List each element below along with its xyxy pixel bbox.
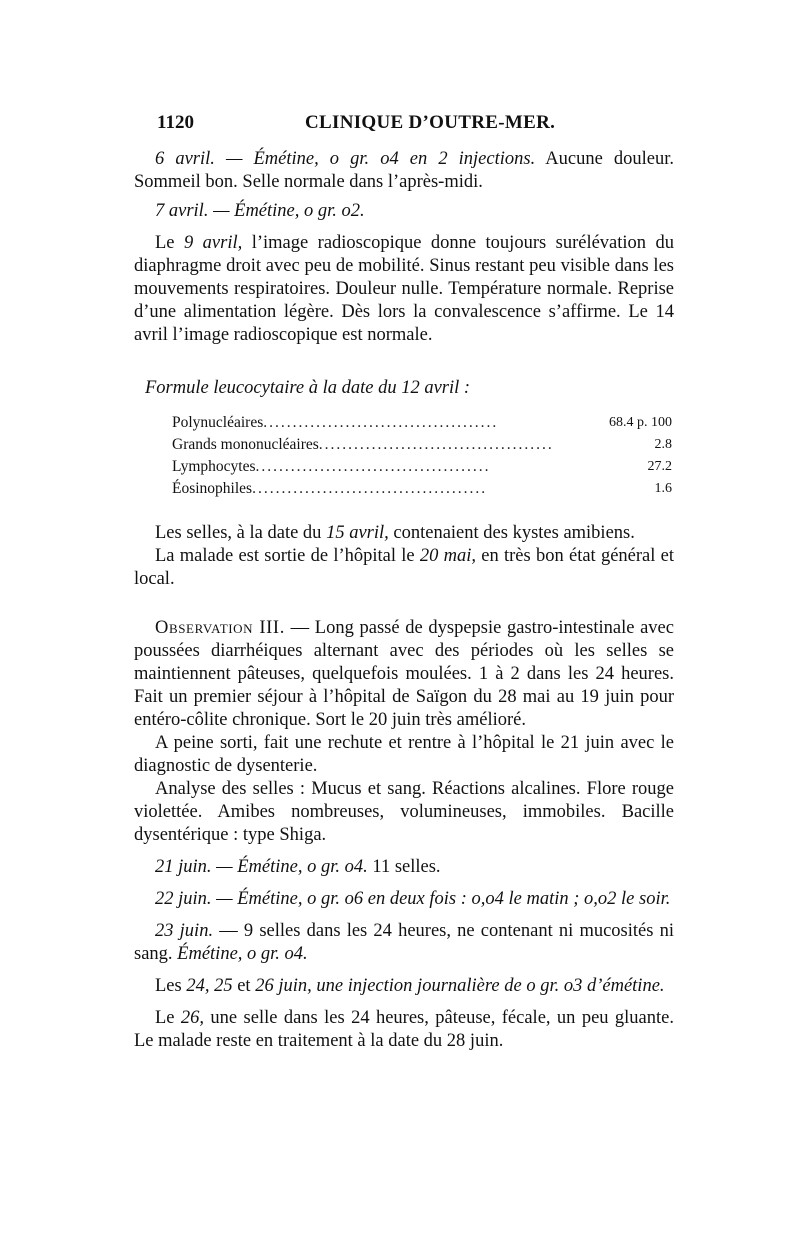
table-row: [172, 478, 672, 500]
observation-text: — Long passé de dyspepsie gastro-intestinale avec poussées diarrhéiques alternant avec des périodes où les selles se maintiennent pâteuses, quelquefois moulées. 1 à 2 dans les 24 heures. Fait un premier séjour à l’hôpital de Saïgon du 28 mai au 19 juin pour entéro-côlite chronique. Sort le 20 juin très amélioré.: [134, 618, 674, 730]
running-header: [157, 112, 669, 142]
text-run: contenaient des kystes amibiens.: [388, 523, 635, 543]
text-run: Émétine, o gr. o4.: [177, 944, 308, 964]
row-label: Éosinophiles: [172, 480, 253, 497]
page-body: [134, 148, 674, 1057]
text-run: et: [232, 976, 256, 996]
table-cell-name: [172, 434, 609, 456]
table-row: [172, 434, 672, 456]
text-run: La malade est sortie de l’hôpital le: [155, 546, 420, 566]
leucocyte-table: [172, 412, 672, 500]
observation-3: [134, 617, 674, 732]
text-run: Le: [155, 233, 184, 253]
text-run: 20 mai,: [419, 546, 477, 566]
text-run: l’image radioscopique donne toujours surélévation du diaphragme droit avec peu de mobilité. Sinus restant peu visible dans les mouvements respiratoires. Douleur nulle. Température normale. Reprise d’une alimentation légère. Dès lors la convalescence s’affirme. Le 14 avril l’image radioscopique est normale.: [134, 233, 674, 345]
table-cell-name: [172, 412, 609, 434]
entry-text: Aucune douleur. Sommeil bon. Selle normale dans l’après-midi.: [134, 149, 674, 192]
table-cell-value: 2.8: [654, 437, 672, 452]
paragraph-analyse: Analyse des selles : Mucus et sang. Réactions alcalines. Flore rouge violettée. Amibes nombreuses, volumineuses, immobiles. Bacille dysentérique : type Shiga.: [134, 779, 674, 845]
table-cell-value: 68.4 p. 100: [609, 415, 672, 430]
paragraph-26-juin: [134, 1007, 674, 1053]
running-title: CLINIQUE D’OUTRE-MER.: [305, 112, 556, 133]
paragraph-6-avril: [134, 148, 674, 194]
table-cell-name: [172, 456, 609, 478]
row-label: Polynucléaires: [172, 414, 264, 431]
text-run: en très bon état général et local.: [134, 546, 674, 589]
leader-dots: ........................................: [263, 414, 499, 431]
table-row: [172, 456, 672, 478]
text-run: Les: [155, 976, 187, 996]
paragraph-7-avril: [134, 200, 674, 223]
paragraph-sortie: [134, 545, 674, 591]
text-run: 26 juin, une injection journalière de o gr. o3 d’émétine.: [255, 976, 665, 996]
text-run: 26,: [180, 1008, 205, 1028]
text-run: 25: [209, 976, 233, 996]
text-run: une selle dans les 24 heures, pâteuse, fécale, un peu gluante. Le malade reste en traitement à la date du 28 juin.: [134, 1008, 674, 1051]
spacer: [134, 500, 674, 522]
observation-label: Observation III.: [155, 618, 285, 638]
table-cell-value: 1.6: [654, 481, 672, 496]
spacer: [134, 595, 674, 617]
text-run: 24,: [186, 976, 210, 996]
entry-date: 22 juin. — Émétine, o gr. o6 en deux fois : o,o4 le matin ; o,o2 le soir.: [155, 889, 671, 909]
paragraph-21-juin: [134, 856, 674, 879]
paragraph-23-juin: [134, 920, 674, 966]
paragraph-rechute: A peine sorti, fait une rechute et rentre à l’hôpital le 21 juin avec le diagnostic de dysenterie.: [134, 733, 674, 776]
text-run: 9 avril,: [183, 233, 243, 253]
text-run: — 9 selles dans les 24 heures, ne contenant ni mucosités ni sang.: [134, 921, 674, 964]
paragraph-22-juin: [134, 888, 674, 911]
table-cell-name: [172, 478, 609, 500]
text-run: Le: [155, 1008, 181, 1028]
formula-title: Formule leucocytaire à la date du 12 avril :: [145, 378, 471, 398]
paragraph-9-avril: [134, 232, 674, 347]
text-run: Les selles, à la date du: [155, 523, 327, 543]
text-run: 15 avril,: [326, 523, 389, 543]
entry-date: 6 avril. — Émétine, o gr. o4 en 2 injections.: [155, 149, 536, 169]
table-cell-value: 27.2: [647, 459, 672, 474]
table-row: [172, 412, 672, 434]
leader-dots: ........................................: [318, 436, 554, 453]
entry-date: 7 avril. — Émétine, o gr. o2.: [155, 201, 365, 221]
entry-date: 21 juin. — Émétine, o gr. o4.: [155, 857, 368, 877]
entry-text: 11 selles.: [367, 857, 441, 877]
row-label: Lymphocytes: [172, 458, 256, 475]
paragraph-selles: [134, 522, 674, 545]
leader-dots: ........................................: [255, 458, 491, 475]
row-label: Grands mononucléaires: [172, 436, 319, 453]
leader-dots: ........................................: [252, 480, 488, 497]
page-number: 1120: [157, 112, 194, 133]
entry-date: 23 juin.: [155, 921, 214, 941]
paragraph-24-juin: [134, 975, 674, 998]
